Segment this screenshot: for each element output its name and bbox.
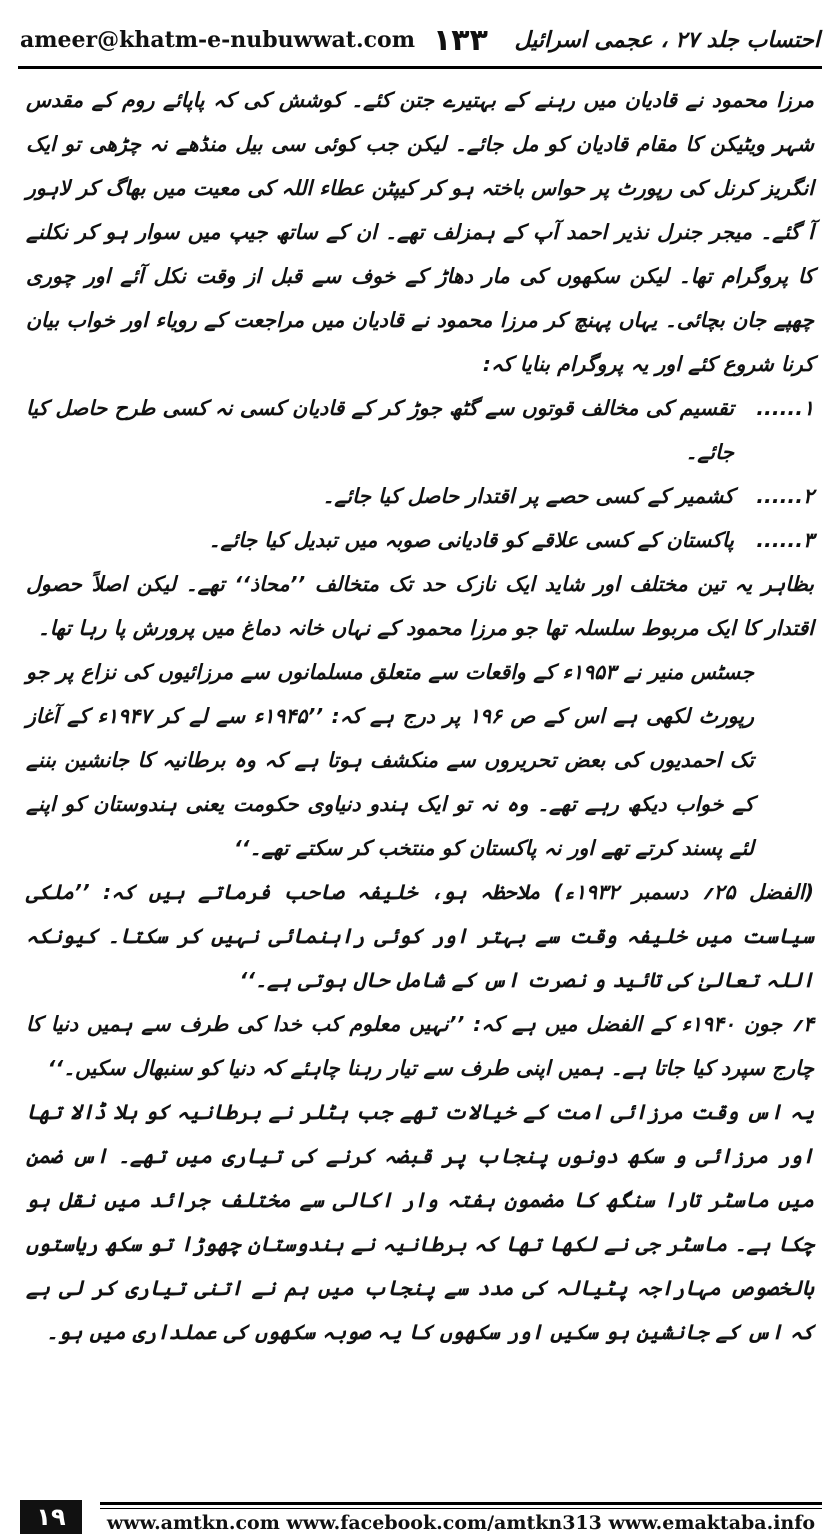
list-item: [26, 474, 814, 518]
paragraph-alfazl-1940: ۴؍ جون ۱۹۴۰ء کے الفضل میں ہے کہ: ’’نہیں معلوم کب خدا کی طرف سے ہمیں دنیا کا چارج سپرد کیا جاتا ہے۔ ہمیں اپنی طرف سے تیار رہنا چاہئے کہ دنیا کو سنبھال سکیں۔‘‘: [26, 1012, 814, 1080]
paragraph-intro: مرزا محمود نے قادیان میں رہنے کے بہتیرے جتن کئے۔ کوشش کی کہ پاپائے روم کے مقدس شہر ویٹیکن کا مقام قادیان کو مل جائے۔ لیکن جب کوئی سی بیل منڈھے نہ چڑھی تو ایک انگریز کرنل کی رپورٹ پر حواس باختہ ہو کر کیپٹن عطاء اللہ کی معیت میں بھاگ کر لاہور آ گئے۔ میجر جنرل نذیر احمد آپ کے ہمزلف تھے۔ ان کے ساتھ جیپ میں سوار ہو کر نکلنے کا پروگرام تھا۔ لیکن سکھوں کی مار دھاڑ کے خوف سے قبل از وقت نکل آئے اور چوری چھپے جان بچائی۔ یہاں پہنچ کر مرزا محمود نے قادیان میں مراجعت کے رویاء اور خواب بیان کرنا شروع کئے اور یہ پروگرام بنایا کہ:: [26, 88, 814, 376]
footer-rule-thin: [100, 1508, 822, 1509]
header-rule: [18, 66, 822, 69]
list-text: پاکستان کے کسی علاقے کو قادیانی صوبہ میں تبدیل کیا جائے۔: [208, 528, 734, 552]
list-number: ۳......: [756, 528, 814, 552]
header-left: [20, 23, 488, 58]
list-item: [26, 518, 814, 562]
paragraph-fronts: بظاہر یہ تین مختلف اور شاید ایک نازک حد تک متخالف ’’محاذ‘‘ تھے۔ لیکن اصلاً حصول اقتدار کا ایک مربوط سلسلہ تھا جو مرزا محمود کے نہاں خانہ دماغ میں پرورش پا رہا تھا۔: [26, 572, 814, 640]
header-page-number: ۱۳۳: [432, 22, 488, 58]
list-text: تقسیم کی مخالف قوتوں سے گٹھ جوڑ کر کے قادیان کسی نہ کسی طرح حاصل کیا جائے۔: [26, 396, 734, 464]
page-header: [20, 18, 820, 62]
list-item: [26, 386, 814, 474]
footer-links[interactable]: www.amtkn.com www.facebook.com/amtkn313 www.emaktaba.info: [106, 1512, 816, 1534]
paragraph-tara-singh: یہ اس وقت مرزائی امت کے خیالات تھے جب ہٹلر نے برطانیہ کو ہلا ڈالا تھا اور مرزائی و سکھ دونوں پنجاب پر قبضہ کرنے کی تیاری میں تھے۔ اس ضمن میں ماسٹر تارا سنگھ کا مضمون ہفتہ وار اکالی سے مختلف جرائد میں نقل ہو چکا ہے۔ ماسٹر جی نے لکھا تھا کہ برطانیہ نے ہندوستان چھوڑا تو سکھ ریاستوں بالخصوص مہاراجہ پٹیالہ کی مدد سے پنجاب میں ہم نے اتنی تیاری کر لی ہے کہ اس کے جانشین ہو سکیں اور سکھوں کا یہ صوبہ سکھوں کی عملداری میں ہو۔: [26, 1100, 814, 1344]
running-title: احتساب جلد ۲۷ ، عجمی اسرائیل: [514, 27, 820, 53]
paragraph-alfazl-1932: (الفضل ۲۵؍ دسمبر ۱۹۳۲ء) ملاحظہ ہو، خلیفہ صاحب فرماتے ہیں کہ: ’’ملکی سیاست میں خلیفہ وقت سے بہتر اور کوئی راہنمائی نہیں کر سکتا۔ کیونکہ اللہ تعالیٰ کی تائید و نصرت اس کے شامل حال ہوتی ہے۔‘‘: [26, 880, 814, 992]
list-text: کشمیر کے کسی حصے پر اقتدار حاصل کیا جائے۔: [322, 484, 734, 508]
page-body: [26, 78, 814, 1354]
paragraph-munir-report: جسٹس منیر نے ۱۹۵۳ء کے واقعات سے متعلق مسلمانوں سے مرزائیوں کی نزاع پر جو رپورٹ لکھی ہے اس کے ص ۱۹۶ پر درج ہے کہ: ’’۱۹۴۵ء سے لے کر ۱۹۴۷ء کے آغاز تک احمدیوں کی بعض تحریروں سے منکشف ہوتا ہے کہ وہ برطانیہ کا جانشین بننے کے خواب دیکھ رہے تھے۔ وہ نہ تو ایک ہندو دنیاوی حکومت یعنی ہندوستان کو اپنے لئے پسند کرتے تھے اور نہ پاکستان کو منتخب کر سکتے تھے۔‘‘: [26, 660, 754, 860]
list-number: ۲......: [756, 484, 814, 508]
footer-page-number: ۱۹: [20, 1500, 82, 1534]
header-email[interactable]: ameer@khatm-e-nubuwwat.com: [20, 27, 415, 53]
list-number: ۱......: [756, 396, 814, 420]
footer-rule: [100, 1502, 822, 1505]
